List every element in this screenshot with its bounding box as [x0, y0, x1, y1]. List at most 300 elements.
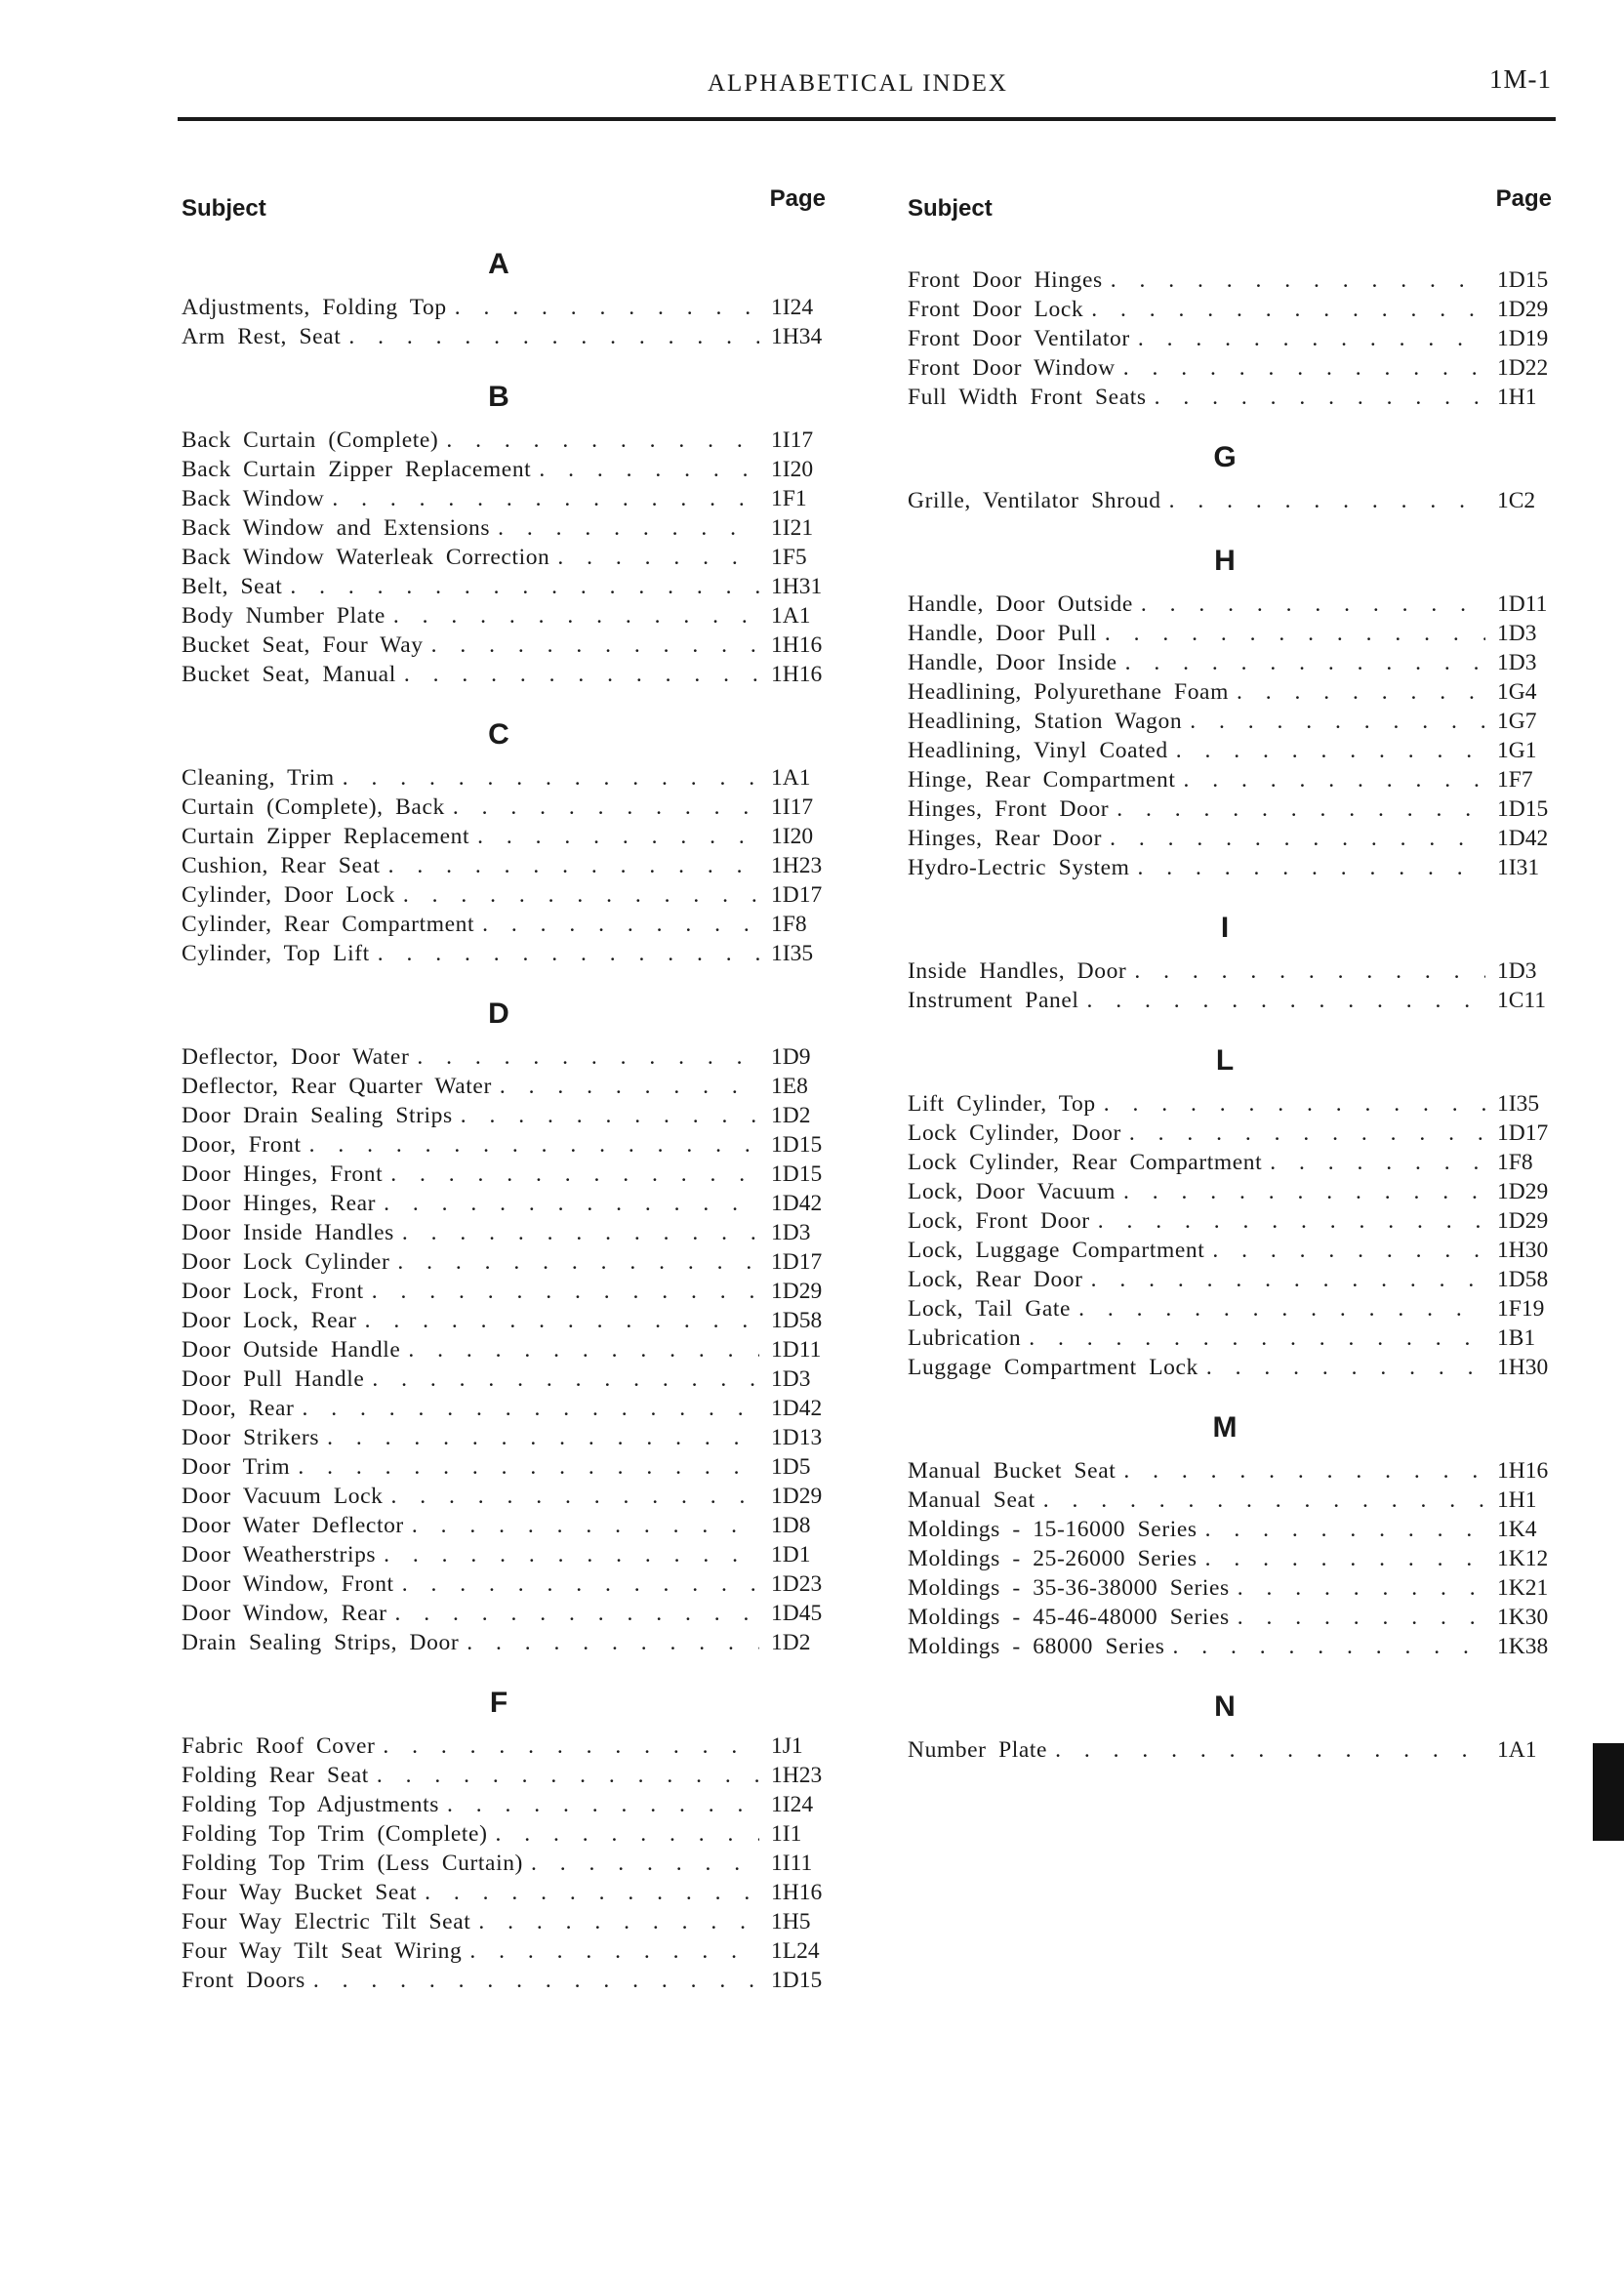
index-entry — [908, 383, 1571, 412]
entry-page-ref: 1L24 — [771, 1938, 820, 1964]
entry-label: Arm Rest, Seat — [182, 324, 342, 349]
entry-label: Door Inside Handles — [182, 1220, 394, 1245]
entry-page-ref: 1H23 — [771, 1763, 823, 1788]
dot-leader — [372, 1277, 759, 1306]
entry-label: Four Way Tilt Seat Wiring — [182, 1938, 463, 1964]
entry-label: Cylinder, Rear Compartment — [182, 912, 475, 937]
index-entry — [908, 1236, 1571, 1265]
entry-label: Front Doors — [182, 1968, 305, 1993]
entry-label: Curtain Zipper Replacement — [182, 824, 470, 849]
header-rule — [178, 117, 1556, 121]
entry-page-ref: 1D8 — [771, 1513, 811, 1538]
dot-leader — [408, 1335, 759, 1364]
dot-leader — [343, 763, 759, 793]
index-entry — [182, 1335, 845, 1364]
index-section — [182, 236, 845, 351]
dot-leader — [372, 1364, 759, 1394]
entry-label: Luggage Compartment Lock — [908, 1355, 1198, 1380]
entry-page-ref: 1D23 — [771, 1571, 823, 1597]
dot-leader — [1190, 707, 1485, 736]
dot-leader — [391, 1482, 759, 1511]
index-entry — [182, 1218, 845, 1247]
index-entry — [908, 1573, 1571, 1603]
entry-page-ref: 1H30 — [1497, 1355, 1549, 1380]
entry-page-ref: 1J1 — [771, 1733, 803, 1759]
entry-page-ref: 1I17 — [771, 794, 814, 820]
entry-label: Door Lock Cylinder — [182, 1249, 390, 1275]
dot-leader — [531, 1849, 759, 1878]
dot-leader — [298, 1452, 759, 1482]
subject-heading: Subject — [182, 195, 266, 222]
dot-leader — [1141, 590, 1485, 619]
entry-page-ref: 1D29 — [1497, 297, 1549, 322]
section-letter: A — [488, 248, 509, 280]
index-entry — [182, 1042, 845, 1072]
dot-leader — [1183, 765, 1485, 794]
entry-label: Door Drain Sealing Strips — [182, 1103, 453, 1128]
index-entry — [182, 660, 845, 689]
entry-page-ref: 1D58 — [771, 1308, 823, 1333]
index-entry — [182, 1101, 845, 1130]
entry-label: Folding Top Trim (Less Curtain) — [182, 1851, 523, 1876]
entry-label: Lock, Front Door — [908, 1208, 1090, 1234]
thumb-index-tab — [1593, 1743, 1624, 1841]
index-entry — [182, 939, 845, 968]
entry-page-ref: 1G4 — [1497, 679, 1537, 705]
entry-page-ref: 1I1 — [771, 1821, 802, 1847]
entry-label: Door Hinges, Front — [182, 1161, 384, 1187]
index-entry — [182, 513, 845, 543]
entry-page-ref: 1H34 — [771, 324, 823, 349]
entry-label: Cylinder, Door Lock — [182, 882, 395, 908]
dot-leader — [1176, 736, 1485, 765]
entry-label: Moldings - 35-36-38000 Series — [908, 1575, 1230, 1601]
dot-leader — [1029, 1323, 1485, 1353]
index-entry — [908, 1735, 1571, 1765]
entry-label: Deflector, Door Water — [182, 1044, 410, 1070]
entry-page-ref: 1K30 — [1497, 1605, 1549, 1630]
index-entry — [908, 707, 1571, 736]
index-entry — [182, 1936, 845, 1966]
dot-leader — [453, 793, 759, 822]
dot-leader — [500, 1072, 759, 1101]
entry-page-ref: 1D42 — [771, 1191, 823, 1216]
index-section — [182, 1675, 845, 1995]
dot-leader — [1110, 824, 1485, 853]
dot-leader — [313, 1966, 759, 1995]
dot-leader — [1237, 677, 1485, 707]
entry-page-ref: 1F1 — [771, 486, 807, 511]
column-header — [182, 178, 845, 236]
dot-leader — [417, 1042, 759, 1072]
entry-label: Grille, Ventilator Shroud — [908, 488, 1161, 513]
index-entry — [182, 1628, 845, 1657]
dot-leader — [1270, 1148, 1485, 1177]
entry-label: Lock Cylinder, Rear Compartment — [908, 1150, 1263, 1175]
index-entry — [908, 765, 1571, 794]
entry-label: Lock, Door Vacuum — [908, 1179, 1116, 1204]
entry-label: Hinge, Rear Compartment — [908, 767, 1176, 793]
dot-leader — [404, 660, 759, 689]
index-entry — [182, 1569, 845, 1599]
entry-label: Moldings - 15-16000 Series — [908, 1517, 1198, 1542]
dot-leader — [455, 293, 759, 322]
index-entry — [182, 1731, 845, 1761]
entry-page-ref: 1F8 — [1497, 1150, 1533, 1175]
entry-label: Deflector, Rear Quarter Water — [182, 1074, 492, 1099]
entry-page-ref: 1C11 — [1497, 988, 1547, 1013]
entry-label: Handle, Door Outside — [908, 591, 1133, 617]
entry-label: Lock, Luggage Compartment — [908, 1238, 1205, 1263]
index-entry — [182, 763, 845, 793]
index-entry — [908, 736, 1571, 765]
entry-page-ref: 1I17 — [771, 428, 814, 453]
entry-page-ref: 1H5 — [771, 1909, 811, 1934]
index-entry — [182, 1452, 845, 1482]
entry-page-ref: 1D42 — [771, 1396, 823, 1421]
dot-leader — [327, 1423, 759, 1452]
index-entry — [182, 1849, 845, 1878]
entry-page-ref: 1D13 — [771, 1425, 823, 1450]
index-entry — [908, 1603, 1571, 1632]
entry-label: Moldings - 45-46-48000 Series — [908, 1605, 1230, 1630]
entry-label: Manual Bucket Seat — [908, 1458, 1116, 1484]
entry-page-ref: 1D11 — [771, 1337, 822, 1363]
dot-leader — [395, 1599, 759, 1628]
index-entry — [182, 484, 845, 513]
entry-label: Manual Seat — [908, 1487, 1035, 1513]
dot-leader — [377, 1761, 759, 1790]
index-entry — [908, 794, 1571, 824]
entry-page-ref: 1D42 — [1497, 826, 1549, 851]
index-entry — [182, 822, 845, 851]
dot-leader — [1123, 1177, 1485, 1206]
entry-label: Body Number Plate — [182, 603, 386, 629]
entry-label: Bucket Seat, Four Way — [182, 632, 424, 658]
index-section — [908, 1679, 1571, 1765]
entry-page-ref: 1A1 — [771, 603, 811, 629]
index-entry — [182, 851, 845, 880]
index-entry — [182, 1072, 845, 1101]
dot-leader — [557, 543, 759, 572]
dot-leader — [390, 1160, 759, 1189]
section-letter: H — [1214, 545, 1236, 577]
dot-leader — [378, 939, 759, 968]
entry-page-ref: 1D45 — [771, 1601, 823, 1626]
dot-leader — [1212, 1236, 1485, 1265]
dot-leader — [461, 1101, 759, 1130]
index-entry — [908, 1456, 1571, 1486]
entry-page-ref: 1D58 — [1497, 1267, 1549, 1292]
dot-leader — [446, 426, 759, 455]
entry-page-ref: 1F5 — [771, 545, 807, 570]
index-entry — [182, 572, 845, 601]
entry-label: Lock, Rear Door — [908, 1267, 1083, 1292]
entry-label: Folding Top Adjustments — [182, 1792, 439, 1817]
entry-page-ref: 1D3 — [1497, 958, 1537, 984]
entry-label: Door Strikers — [182, 1425, 320, 1450]
entry-page-ref: 1D3 — [771, 1366, 811, 1392]
index-entry — [182, 1130, 845, 1160]
dot-leader — [1173, 1632, 1485, 1661]
dot-leader — [302, 1394, 759, 1423]
entry-page-ref: 1D2 — [771, 1630, 811, 1655]
dot-leader — [469, 1936, 759, 1966]
dot-leader — [498, 513, 759, 543]
dot-leader — [383, 1731, 759, 1761]
index-entry — [182, 1189, 845, 1218]
entry-page-ref: 1I20 — [771, 824, 814, 849]
entry-label: Adjustments, Folding Top — [182, 295, 447, 320]
entry-page-ref: 1A1 — [1497, 1737, 1537, 1763]
entry-label: Fabric Roof Cover — [182, 1733, 376, 1759]
dot-leader — [1169, 486, 1485, 515]
entry-page-ref: 1K12 — [1497, 1546, 1549, 1571]
entry-label: Cleaning, Trim — [182, 765, 335, 791]
entry-label: Back Window and Extensions — [182, 515, 491, 541]
entry-page-ref: 1G7 — [1497, 709, 1537, 734]
index-entry — [908, 324, 1571, 353]
entry-page-ref: 1B1 — [1497, 1325, 1536, 1351]
entry-label: Back Window Waterleak Correction — [182, 545, 550, 570]
index-entry — [182, 1511, 845, 1540]
entry-label: Cushion, Rear Seat — [182, 853, 381, 878]
dot-leader — [309, 1130, 759, 1160]
index-entry — [182, 1599, 845, 1628]
index-entry — [182, 1878, 845, 1907]
entry-page-ref: 1I35 — [771, 941, 814, 966]
entry-page-ref: 1D17 — [1497, 1120, 1549, 1146]
entry-page-ref: 1D5 — [771, 1454, 811, 1480]
index-entry — [182, 1790, 845, 1819]
entry-label: Front Door Ventilator — [908, 326, 1130, 351]
index-entry — [908, 1486, 1571, 1515]
index-section — [182, 369, 845, 689]
index-entry — [182, 631, 845, 660]
entry-label: Cylinder, Top Lift — [182, 941, 370, 966]
index-entry — [908, 353, 1571, 383]
entry-label: Door Lock, Rear — [182, 1308, 357, 1333]
entry-label: Four Way Electric Tilt Seat — [182, 1909, 471, 1934]
entry-label: Full Width Front Seats — [908, 385, 1147, 410]
column-header — [908, 178, 1571, 236]
entry-page-ref: 1C2 — [1497, 488, 1536, 513]
index-entry — [182, 1819, 845, 1849]
section-letter: F — [489, 1687, 508, 1719]
dot-leader — [1055, 1735, 1485, 1765]
index-entry — [908, 619, 1571, 648]
entry-label: Door Outside Handle — [182, 1337, 401, 1363]
entry-page-ref: 1D3 — [771, 1220, 811, 1245]
entry-page-ref: 1I31 — [1497, 855, 1540, 880]
page-title: ALPHABETICAL INDEX — [708, 70, 1008, 97]
dot-leader — [402, 1569, 759, 1599]
index-entry — [182, 793, 845, 822]
entry-label: Belt, Seat — [182, 574, 283, 599]
entry-page-ref: 1D2 — [771, 1103, 811, 1128]
dot-leader — [1123, 353, 1485, 383]
entry-label: Front Door Hinges — [908, 267, 1103, 293]
dot-leader — [1205, 1544, 1485, 1573]
dot-leader — [496, 1819, 759, 1849]
subject-heading: Subject — [908, 195, 993, 222]
index-entry — [182, 1423, 845, 1452]
dot-leader — [478, 1907, 759, 1936]
index-entry — [908, 265, 1571, 295]
entry-page-ref: 1D15 — [771, 1161, 823, 1187]
dot-leader — [1098, 1206, 1485, 1236]
entry-label: Front Door Window — [908, 355, 1116, 381]
index-entry — [908, 957, 1571, 986]
index-entry — [182, 1907, 845, 1936]
dot-leader — [1138, 324, 1485, 353]
page-heading: Page — [769, 185, 826, 212]
dot-leader — [393, 601, 759, 631]
entry-page-ref: 1I11 — [771, 1851, 813, 1876]
dot-leader — [332, 484, 759, 513]
index-entry — [182, 543, 845, 572]
index-section — [908, 429, 1571, 515]
index-entry — [908, 1148, 1571, 1177]
entry-label: Handle, Door Inside — [908, 650, 1117, 675]
dot-leader — [1104, 1089, 1485, 1119]
entry-label: Inside Handles, Door — [908, 958, 1127, 984]
dot-leader — [467, 1628, 759, 1657]
index-entry — [182, 1761, 845, 1790]
entry-page-ref: 1A1 — [771, 765, 811, 791]
index-entry — [908, 1089, 1571, 1119]
index-column-left — [182, 178, 845, 2013]
index-entry — [908, 1544, 1571, 1573]
entry-page-ref: 1K21 — [1497, 1575, 1549, 1601]
section-letter: N — [1214, 1690, 1236, 1723]
entry-page-ref: 1I20 — [771, 457, 814, 482]
index-entry — [908, 1632, 1571, 1661]
dot-leader — [403, 880, 759, 910]
index-entry — [182, 1160, 845, 1189]
dot-leader — [431, 631, 759, 660]
dot-leader — [1125, 648, 1485, 677]
dot-leader — [1091, 295, 1485, 324]
index-entry — [182, 1482, 845, 1511]
index-entry — [908, 1294, 1571, 1323]
entry-label: Folding Top Trim (Complete) — [182, 1821, 488, 1847]
entry-page-ref: 1H31 — [771, 574, 823, 599]
index-entry — [182, 880, 845, 910]
dot-leader — [1087, 986, 1486, 1015]
section-letter: D — [488, 998, 509, 1030]
index-entry — [182, 293, 845, 322]
dot-leader — [1238, 1603, 1485, 1632]
index-entry — [908, 1353, 1571, 1382]
dot-leader — [384, 1540, 759, 1569]
entry-label: Door Pull Handle — [182, 1366, 365, 1392]
entry-page-ref: 1D29 — [771, 1484, 823, 1509]
index-section — [908, 533, 1571, 882]
dot-leader — [425, 1878, 759, 1907]
dot-leader — [482, 910, 759, 939]
entry-label: Curtain (Complete), Back — [182, 794, 445, 820]
dot-leader — [348, 322, 759, 351]
entry-label: Door Vacuum Lock — [182, 1484, 384, 1509]
page-heading: Page — [1495, 185, 1552, 212]
entry-page-ref: 1H16 — [771, 1880, 823, 1905]
index-entry — [908, 295, 1571, 324]
entry-page-ref: 1D3 — [1497, 621, 1537, 646]
dot-leader — [290, 572, 759, 601]
entry-page-ref: 1H16 — [1497, 1458, 1549, 1484]
dot-leader — [1111, 265, 1485, 295]
dot-leader — [1205, 1515, 1485, 1544]
dot-leader — [1091, 1265, 1485, 1294]
dot-leader — [397, 1247, 759, 1277]
entry-page-ref: 1D15 — [771, 1132, 823, 1158]
dot-leader — [477, 822, 759, 851]
entry-label: Lock, Tail Gate — [908, 1296, 1072, 1322]
index-entry — [908, 853, 1571, 882]
entry-page-ref: 1K38 — [1497, 1634, 1549, 1659]
entry-page-ref: 1I35 — [1497, 1091, 1540, 1117]
entry-page-ref: 1H1 — [1497, 1487, 1537, 1513]
index-entry — [908, 1515, 1571, 1544]
page-header — [176, 61, 1552, 109]
entry-page-ref: 1D17 — [771, 882, 823, 908]
entry-page-ref: 1H23 — [771, 853, 823, 878]
index-section — [908, 900, 1571, 1015]
dot-leader — [388, 851, 759, 880]
index-entry — [182, 1540, 845, 1569]
entry-page-ref: 1K4 — [1497, 1517, 1537, 1542]
entry-page-ref: 1I24 — [771, 295, 814, 320]
entry-label: Front Door Lock — [908, 297, 1084, 322]
entry-page-ref: 1I24 — [771, 1792, 814, 1817]
entry-label: Number Plate — [908, 1737, 1048, 1763]
dot-leader — [402, 1218, 759, 1247]
dot-leader — [1105, 619, 1485, 648]
entry-label: Moldings - 25-26000 Series — [908, 1546, 1198, 1571]
entry-label: Hinges, Front Door — [908, 796, 1110, 822]
entry-label: Instrument Panel — [908, 988, 1079, 1013]
index-entry — [908, 1177, 1571, 1206]
entry-label: Door Water Deflector — [182, 1513, 404, 1538]
index-section — [908, 1033, 1571, 1382]
dot-leader — [539, 455, 759, 484]
entry-page-ref: 1D15 — [771, 1968, 823, 1993]
dot-leader — [1238, 1573, 1485, 1603]
entry-page-ref: 1H1 — [1497, 385, 1537, 410]
dot-leader — [412, 1511, 759, 1540]
entry-page-ref: 1D15 — [1497, 267, 1549, 293]
dot-leader — [1078, 1294, 1485, 1323]
section-letter: G — [1213, 441, 1237, 473]
entry-page-ref: 1D17 — [771, 1249, 823, 1275]
entry-label: Headlining, Station Wagon — [908, 709, 1183, 734]
index-entry — [908, 590, 1571, 619]
entry-page-ref: 1H16 — [771, 632, 823, 658]
entry-page-ref: 1D19 — [1497, 326, 1549, 351]
index-entry — [908, 486, 1571, 515]
index-entry — [908, 986, 1571, 1015]
entry-page-ref: 1F7 — [1497, 767, 1533, 793]
index-entry — [908, 824, 1571, 853]
entry-page-ref: 1D29 — [1497, 1179, 1549, 1204]
entry-label: Lubrication — [908, 1325, 1022, 1351]
section-letter: L — [1215, 1044, 1235, 1077]
index-entry — [182, 910, 845, 939]
dot-leader — [1123, 1456, 1485, 1486]
index-entry — [182, 1306, 845, 1335]
entry-label: Lock Cylinder, Door — [908, 1120, 1121, 1146]
